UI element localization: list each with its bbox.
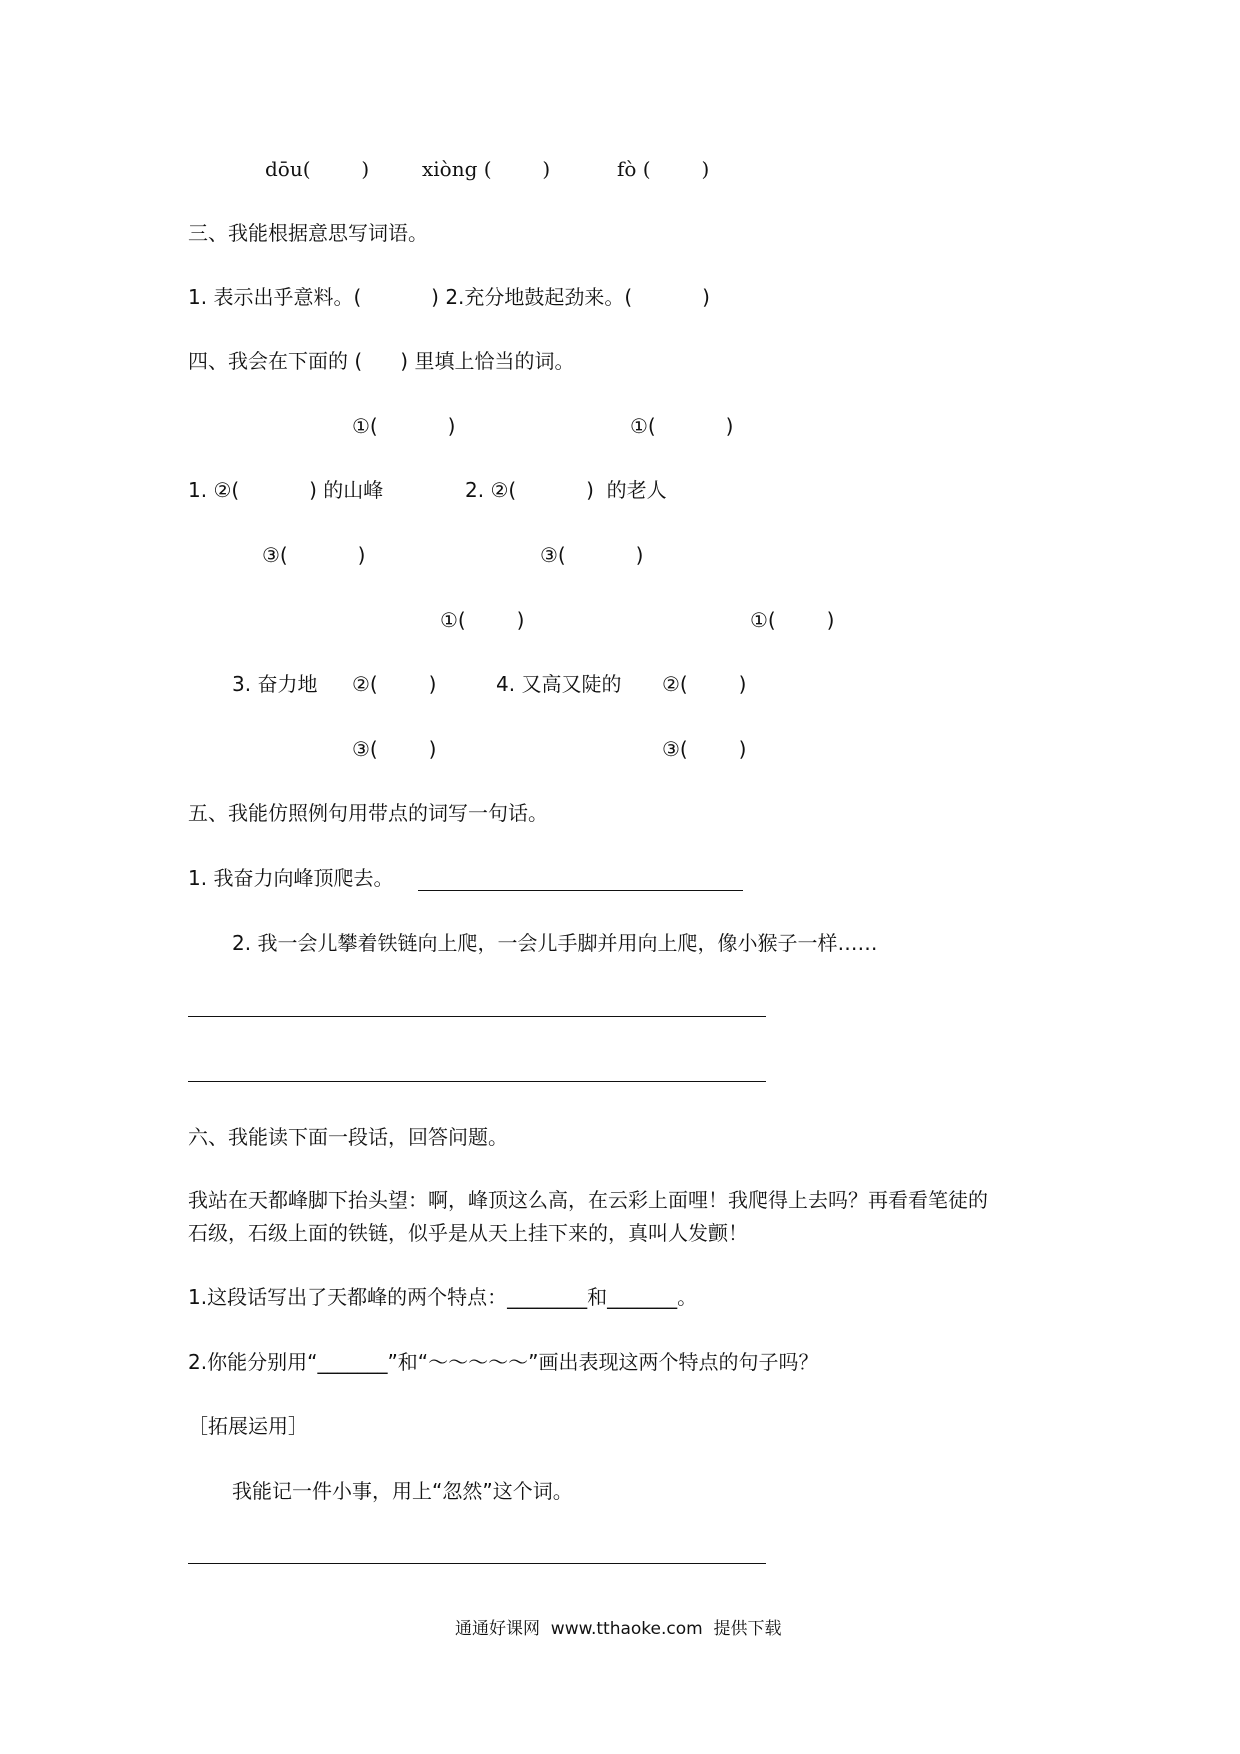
q4-blank-3: ③( ) — [662, 737, 747, 761]
q1-blank-3: ③( ) — [262, 543, 366, 567]
section6-title: 六、我能读下面一段话，回答问题。 — [188, 1125, 508, 1149]
answer-line-2 — [188, 1016, 766, 1017]
q3-blank-2: ②( ) — [352, 672, 437, 696]
q4-blank-2: ②( ) — [662, 672, 747, 696]
q3-label: 3. 奋力地 — [232, 672, 318, 696]
q3-blank-1: ①( ) — [440, 608, 525, 632]
q4-blank-1: ①( ) — [750, 608, 835, 632]
pinyin-item-xiong: xiòng ( ) — [422, 157, 551, 181]
section6-question1: 1.这段话写出了天都峰的两个特点：________和_______。 — [188, 1285, 698, 1309]
q1-blank-1: ①( ) — [352, 414, 456, 438]
passage-line-2: 石级，石级上面的铁链，似乎是从天上挂下来的，真叫人发颤！ — [188, 1221, 748, 1245]
q2-blank-2-line: 2. ②( ) 的老人 — [465, 478, 667, 502]
section5-title: 五、我能仿照例句用带点的词写一句话。 — [188, 801, 548, 825]
section3-line: 1. 表示出乎意料。( ) 2.充分地鼓起劲来。( ) — [188, 285, 710, 309]
q1-blank-2-line: 1. ②( ) 的山峰 — [188, 478, 384, 502]
answer-line-3 — [188, 1081, 766, 1082]
section6-question2: 2.你能分别用“_______”和“～～～～～”画出表现这两个特点的句子吗？ — [188, 1350, 819, 1374]
section5-item1: 1. 我奋力向峰顶爬去。 — [188, 866, 394, 890]
q2-blank-1: ①( ) — [630, 414, 734, 438]
page-footer: 通通好课网 www.tthaoke.com 提供下载 — [455, 1619, 782, 1639]
answer-line-1 — [418, 890, 743, 891]
passage-line-1: 我站在天都峰脚下抬头望：啊，峰顶这么高，在云彩上面哩！我爬得上去吗？再看看笔徒的 — [188, 1188, 988, 1212]
q2-blank-3: ③( ) — [540, 543, 644, 567]
section5-item2: 2. 我一会儿攀着铁链向上爬，一会儿手脚并用向上爬，像小猴子一样…… — [232, 931, 878, 955]
q4-label: 4. 又高又陡的 — [496, 672, 622, 696]
section4-title: 四、我会在下面的 ( ) 里填上恰当的词。 — [188, 349, 575, 373]
answer-line-4 — [188, 1563, 766, 1564]
section3-title: 三、我能根据意思写词语。 — [188, 221, 428, 245]
extension-prompt: 我能记一件小事，用上“忽然”这个词。 — [232, 1479, 573, 1503]
extension-title: ［拓展运用］ — [188, 1414, 308, 1438]
pinyin-item-dou: dōu( ) — [265, 157, 370, 181]
q3-blank-3: ③( ) — [352, 737, 437, 761]
pinyin-item-fo: fò ( ) — [617, 157, 710, 181]
